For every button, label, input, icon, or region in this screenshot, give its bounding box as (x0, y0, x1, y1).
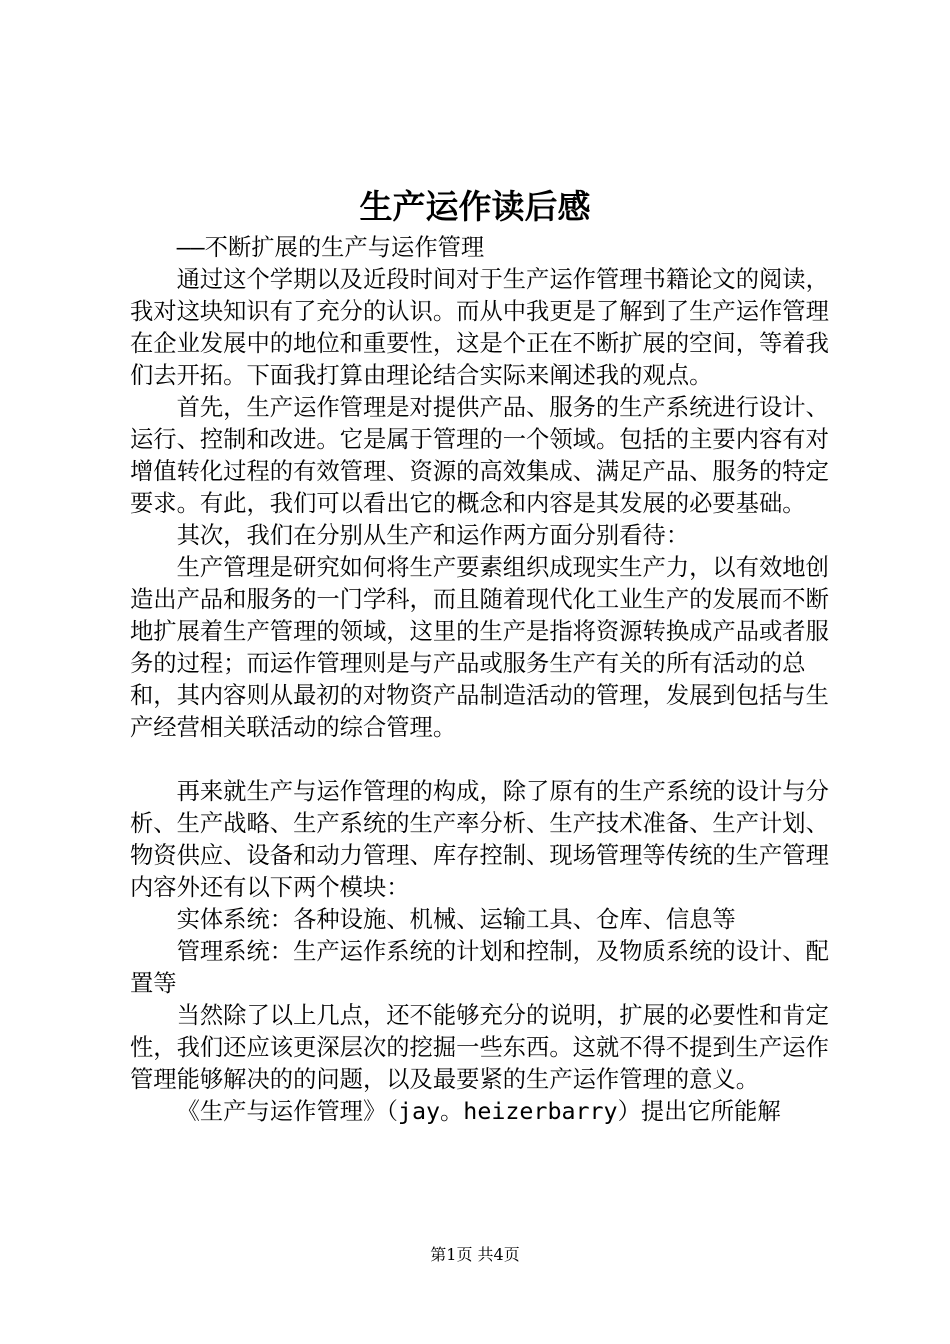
paragraph: 管理系统：生产运作系统的计划和控制，及物质系统的设计、配置等 (130, 938, 829, 997)
paragraph: 首先，生产运作管理是对提供产品、服务的生产系统进行设计、运行、控制和改进。它是属于管理的一个领域。包括的主要内容有对增值转化过程的有效管理、资源的高效集成、满足产品、服务的特定要求。有此，我们可以看出它的概念和内容是其发展的必要基础。 (130, 394, 829, 517)
paragraph: 《生产与运作管理》（jay。heizerbarry）提出它所能解 (176, 1098, 781, 1125)
document-body (130, 232, 832, 1128)
page-number: 第1页 共4页 (430, 1245, 520, 1264)
paragraph: 通过这个学期以及近段时间对于生产运作管理书籍论文的阅读，我对这块知识有了充分的认识。而从中我更是了解到了生产运作管理在企业发展中的地位和重要性，这是个正在不断扩展的空间，等着我们去开拓。下面我打算由理论结合实际来阐述我的观点。 (130, 266, 829, 389)
paragraph: 再来就生产与运作管理的构成，除了原有的生产系统的设计与分析、生产战略、生产系统的生产率分析、生产技术准备、生产计划、物资供应、设备和动力管理、库存控制、现场管理等传统的生产管理内容外还有以下两个模块： (130, 778, 829, 901)
paragraph: 实体系统：各种设施、机械、运输工具、仓库、信息等 (176, 906, 736, 933)
paragraph: 其次，我们在分别从生产和运作两方面分别看待： (176, 522, 690, 549)
document-subtitle: ——不断扩展的生产与运作管理 (176, 234, 485, 261)
page-footer (0, 1244, 950, 1266)
paragraph: 生产管理是研究如何将生产要素组织成现实生产力，以有效地创造出产品和服务的一门学科，而且随着现代化工业生产的发展而不断地扩展着生产管理的领域，这里的生产是指将资源转换成产品或者服务的过程；而运作管理则是与产品或服务生产有关的所有活动的总和，其内容则从最初的对物资产品制造活动的管理，发展到包括与生产经营相关联活动的综合管理。 (130, 554, 829, 741)
paragraph: 当然除了以上几点，还不能够充分的说明，扩展的必要性和肯定性，我们还应该更深层次的挖掘一些东西。这就不得不提到生产运作管理能够解决的的问题，以及最要紧的生产运作管理的意义。 (130, 1002, 829, 1093)
blank-line (130, 744, 832, 776)
document-title: 生产运作读后感 (359, 187, 591, 226)
